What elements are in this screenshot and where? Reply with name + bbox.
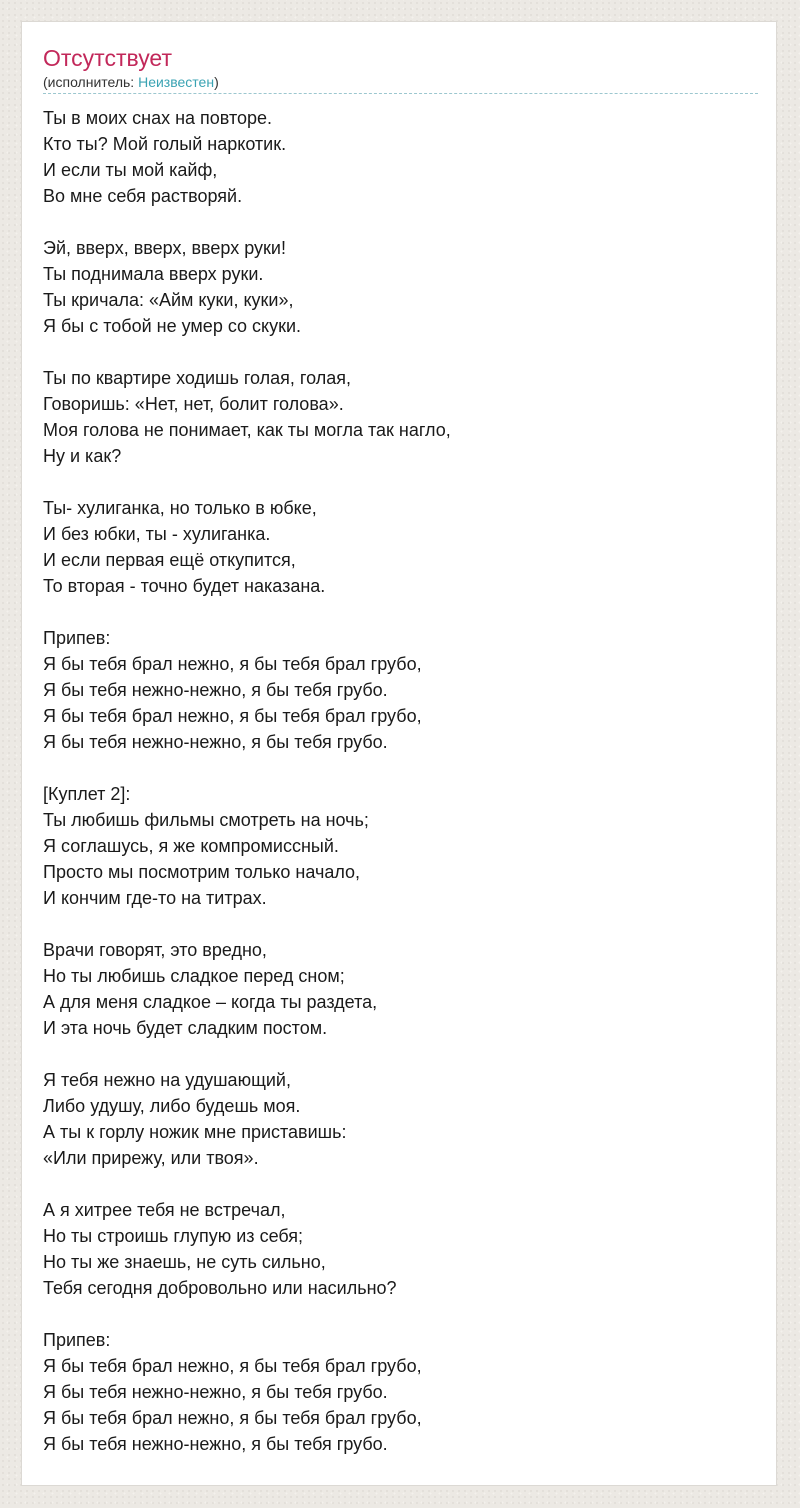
lyrics-stanza — [43, 365, 758, 469]
lyrics-line: Я бы тебя брал нежно, я бы тебя брал грубо, — [43, 1356, 422, 1376]
lyrics-stanza — [43, 1327, 758, 1457]
lyrics-card — [21, 21, 777, 1486]
lyrics-line: Но ты же знаешь, не суть сильно, — [43, 1252, 326, 1272]
lyrics-stanza — [43, 495, 758, 599]
lyrics-line: Кто ты? Мой голый наркотик. — [43, 134, 287, 154]
lyrics-stanza — [43, 781, 758, 911]
lyrics-stanza — [43, 235, 758, 339]
lyrics-text — [43, 105, 758, 1457]
header-divider — [43, 93, 758, 94]
lyrics-stanza — [43, 105, 758, 209]
lyrics-line: Ну и как? — [43, 446, 122, 466]
lyrics-line: Я соглашусь, я же компромиссный. — [43, 836, 339, 856]
lyrics-stanza — [43, 1197, 758, 1301]
lyrics-stanza — [43, 937, 758, 1041]
lyrics-line: Врачи говорят, это вредно, — [43, 940, 267, 960]
lyrics-line: Ты в моих снах на повторе. — [43, 108, 273, 128]
lyrics-line: Просто мы посмотрим только начало, — [43, 862, 361, 882]
lyrics-line: Я бы тебя брал нежно, я бы тебя брал грубо, — [43, 654, 422, 674]
lyrics-line: Либо удушу, либо будешь моя. — [43, 1096, 301, 1116]
lyrics-line: Моя голова не понимает, как ты могла так нагло, — [43, 420, 451, 440]
lyrics-line: Я бы тебя брал нежно, я бы тебя брал грубо, — [43, 706, 422, 726]
lyrics-line: Тебя сегодня добровольно или насильно? — [43, 1278, 397, 1298]
song-title: Отсутствует — [43, 45, 172, 71]
lyrics-line: Ты поднимала вверх руки. — [43, 264, 264, 284]
lyrics-line: И без юбки, ты - хулиганка. — [43, 524, 271, 544]
lyrics-line: То вторая - точно будет наказана. — [43, 576, 326, 596]
lyrics-line: «Или прирежу, или твоя». — [43, 1148, 259, 1168]
lyrics-line: Я бы тебя нежно-нежно, я бы тебя грубо. — [43, 680, 388, 700]
lyrics-line: Эй, вверх, вверх, вверх руки! — [43, 238, 286, 258]
lyrics-line: Говоришь: «Нет, нет, болит голова». — [43, 394, 344, 414]
lyrics-line: Но ты любишь сладкое перед сном; — [43, 966, 345, 986]
lyrics-line: А для меня сладкое – когда ты раздета, — [43, 992, 378, 1012]
lyrics-line: Припев: — [43, 628, 111, 648]
artist-link[interactable]: Неизвестен — [138, 74, 215, 90]
lyrics-line: А я хитрее тебя не встречал, — [43, 1200, 286, 1220]
lyrics-line: И эта ночь будет сладким постом. — [43, 1018, 328, 1038]
lyrics-line: И кончим где-то на титрах. — [43, 888, 267, 908]
lyrics-line: Я бы тебя нежно-нежно, я бы тебя грубо. — [43, 1434, 388, 1454]
lyrics-line: Во мне себя растворяй. — [43, 186, 243, 206]
lyrics-line: Я бы тебя нежно-нежно, я бы тебя грубо. — [43, 732, 388, 752]
lyrics-line: Ты по квартире ходишь голая, голая, — [43, 368, 351, 388]
lyrics-line: Я бы тебя брал нежно, я бы тебя брал грубо, — [43, 1408, 422, 1428]
artist-prefix: (исполнитель: — [43, 74, 139, 90]
lyrics-line: Ты любишь фильмы смотреть на ночь; — [43, 810, 369, 830]
lyrics-line: Я тебя нежно на удушающий, — [43, 1070, 291, 1090]
lyrics-line: И если ты мой кайф, — [43, 160, 218, 180]
lyrics-stanza — [43, 625, 758, 755]
lyrics-line: Припев: — [43, 1330, 111, 1350]
lyrics-line: Ты кричала: «Айм куки, куки», — [43, 290, 294, 310]
lyrics-line: И если первая ещё откупится, — [43, 550, 296, 570]
artist-line — [43, 73, 219, 91]
lyrics-stanza — [43, 1067, 758, 1171]
lyrics-line: Но ты строишь глупую из себя; — [43, 1226, 304, 1246]
lyrics-line: [Куплет 2]: — [43, 784, 131, 804]
lyrics-line: А ты к горлу ножик мне приставишь: — [43, 1122, 347, 1142]
lyrics-line: Ты- хулиганка, но только в юбке, — [43, 498, 317, 518]
artist-suffix: ) — [214, 74, 219, 90]
lyrics-line: Я бы с тобой не умер со скуки. — [43, 316, 302, 336]
lyrics-line: Я бы тебя нежно-нежно, я бы тебя грубо. — [43, 1382, 388, 1402]
